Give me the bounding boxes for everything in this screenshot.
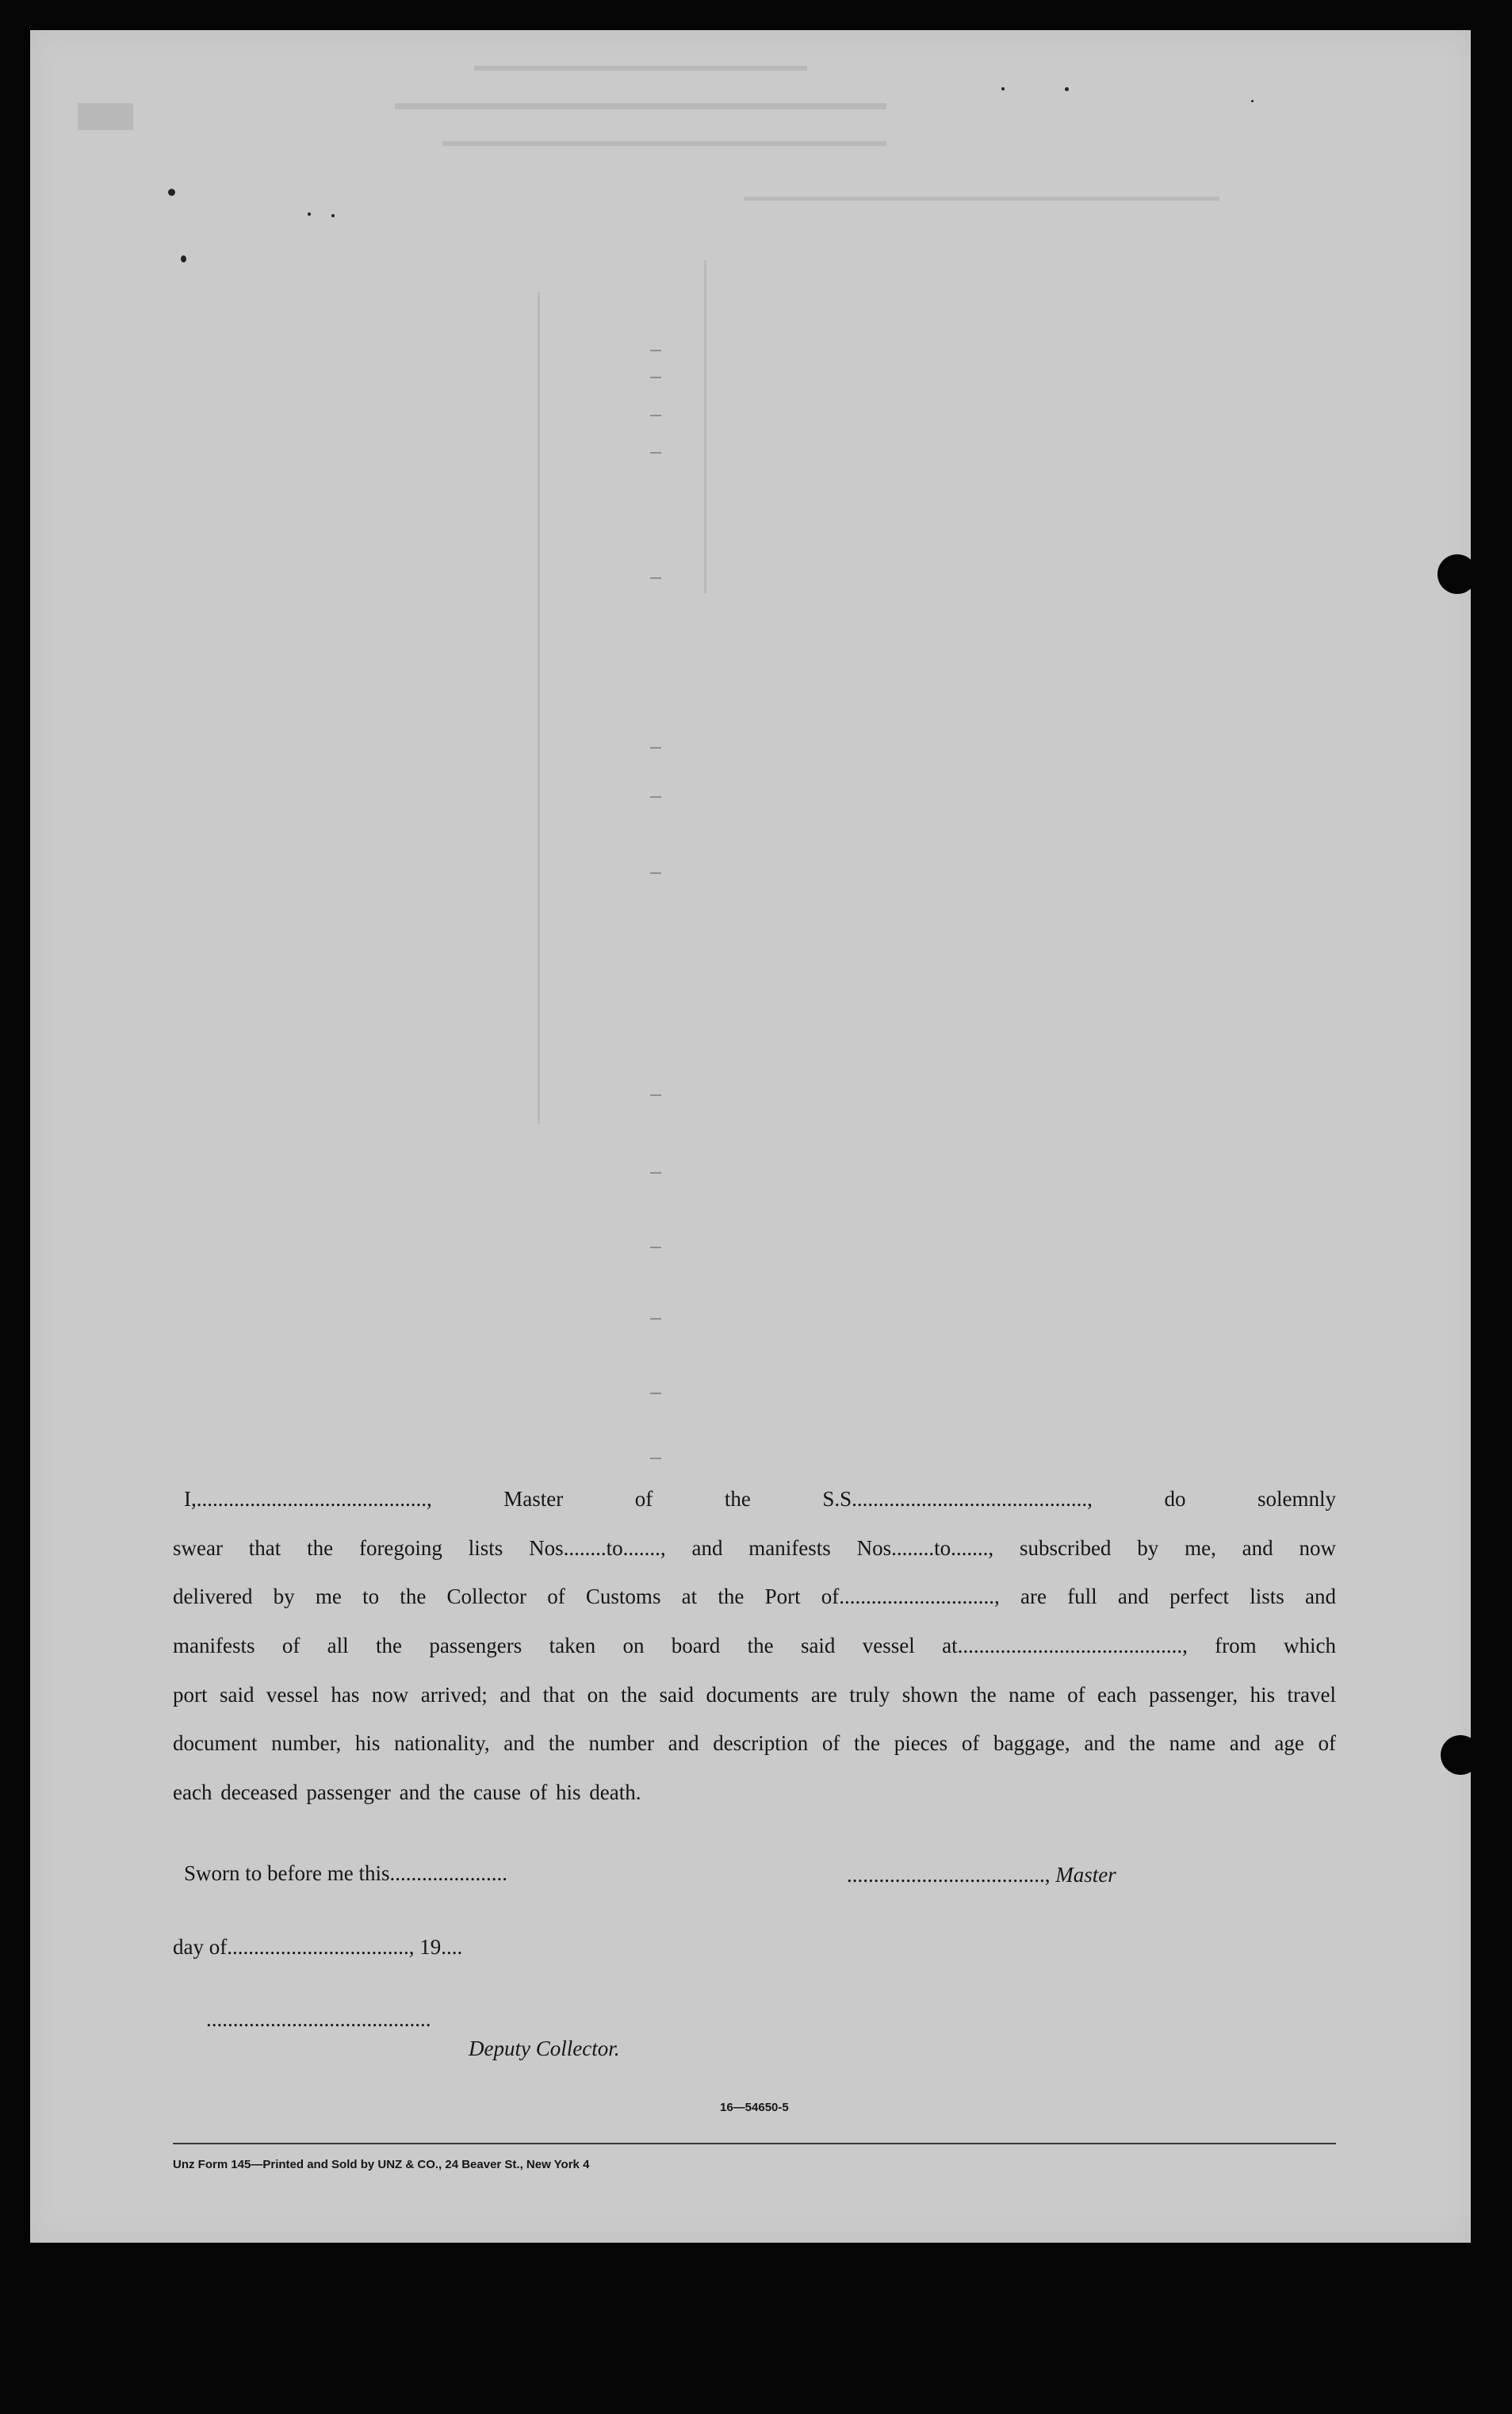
column-tick xyxy=(650,1393,661,1394)
oath-line: document number, his nationality, and the number and description of the pieces of baggage, and the name and age of xyxy=(173,1731,1336,1755)
column-tick xyxy=(650,1172,661,1174)
footer-rule xyxy=(173,2143,1336,2144)
deputy-collector-label: Deputy Collector. xyxy=(469,2037,620,2060)
master-label: Master xyxy=(1055,1863,1116,1887)
oath-line: each deceased passenger and the cause of his death. xyxy=(173,1780,641,1804)
bleed-through-trace xyxy=(78,103,133,130)
ink-speck xyxy=(308,213,311,216)
ink-speck xyxy=(1001,87,1005,90)
punch-hole xyxy=(1441,1735,1480,1775)
oath-line: swear that the foregoing lists Nos........to......., and manifests Nos........to......., subscribed by me, and now xyxy=(173,1536,1336,1560)
sworn-before-line: Sworn to before me this...................... xyxy=(184,1861,507,1885)
oath-line: manifests of all the passengers taken on board the said vessel at.........................................., from which xyxy=(173,1634,1336,1657)
column-tick xyxy=(650,796,661,798)
column-tick xyxy=(650,747,661,749)
oath-line: port said vessel has now arrived; and that on the said documents are truly shown the name of each passenger, his travel xyxy=(173,1683,1336,1707)
ink-speck xyxy=(181,255,186,262)
deputy-collector-dots: .......................................... xyxy=(206,2007,431,2031)
printer-imprint: Unz Form 145—Printed and Sold by UNZ & CO., 24 Beaver St., New York 4 xyxy=(173,2158,590,2171)
bleed-through-trace xyxy=(442,141,886,146)
column-tick xyxy=(650,377,661,378)
master-signature-dots: ....................................., xyxy=(847,1863,1056,1887)
bleed-through-trace xyxy=(474,66,807,71)
column-tick xyxy=(650,452,661,454)
column-tick xyxy=(650,872,661,874)
bleed-through-trace xyxy=(538,292,540,1125)
master-signature-line xyxy=(847,1861,1116,1888)
bleed-through-trace xyxy=(395,103,886,109)
oath-line: I,..........................................., Master of the S.S............................................, do solemnly xyxy=(184,1487,1336,1511)
oath-line: delivered by me to the Collector of Customs at the Port of............................., are full and perfect lists and xyxy=(173,1584,1336,1608)
bleed-through-trace xyxy=(744,197,1219,201)
day-of-line: day of.................................., 19.... xyxy=(173,1935,463,1959)
column-tick xyxy=(650,415,661,416)
column-tick xyxy=(650,1094,661,1096)
ink-speck xyxy=(1065,87,1069,91)
column-tick xyxy=(650,350,661,351)
column-tick xyxy=(650,1458,661,1459)
ink-speck xyxy=(168,189,175,196)
ink-speck xyxy=(331,214,335,217)
ink-speck xyxy=(1251,100,1254,102)
form-number: 16—54650-5 xyxy=(720,2101,789,2114)
column-tick xyxy=(650,1247,661,1248)
bleed-through-trace xyxy=(704,260,706,593)
form-sheet xyxy=(30,30,1471,2243)
column-tick xyxy=(650,577,661,579)
column-tick xyxy=(650,1318,661,1320)
punch-hole xyxy=(1437,554,1477,594)
